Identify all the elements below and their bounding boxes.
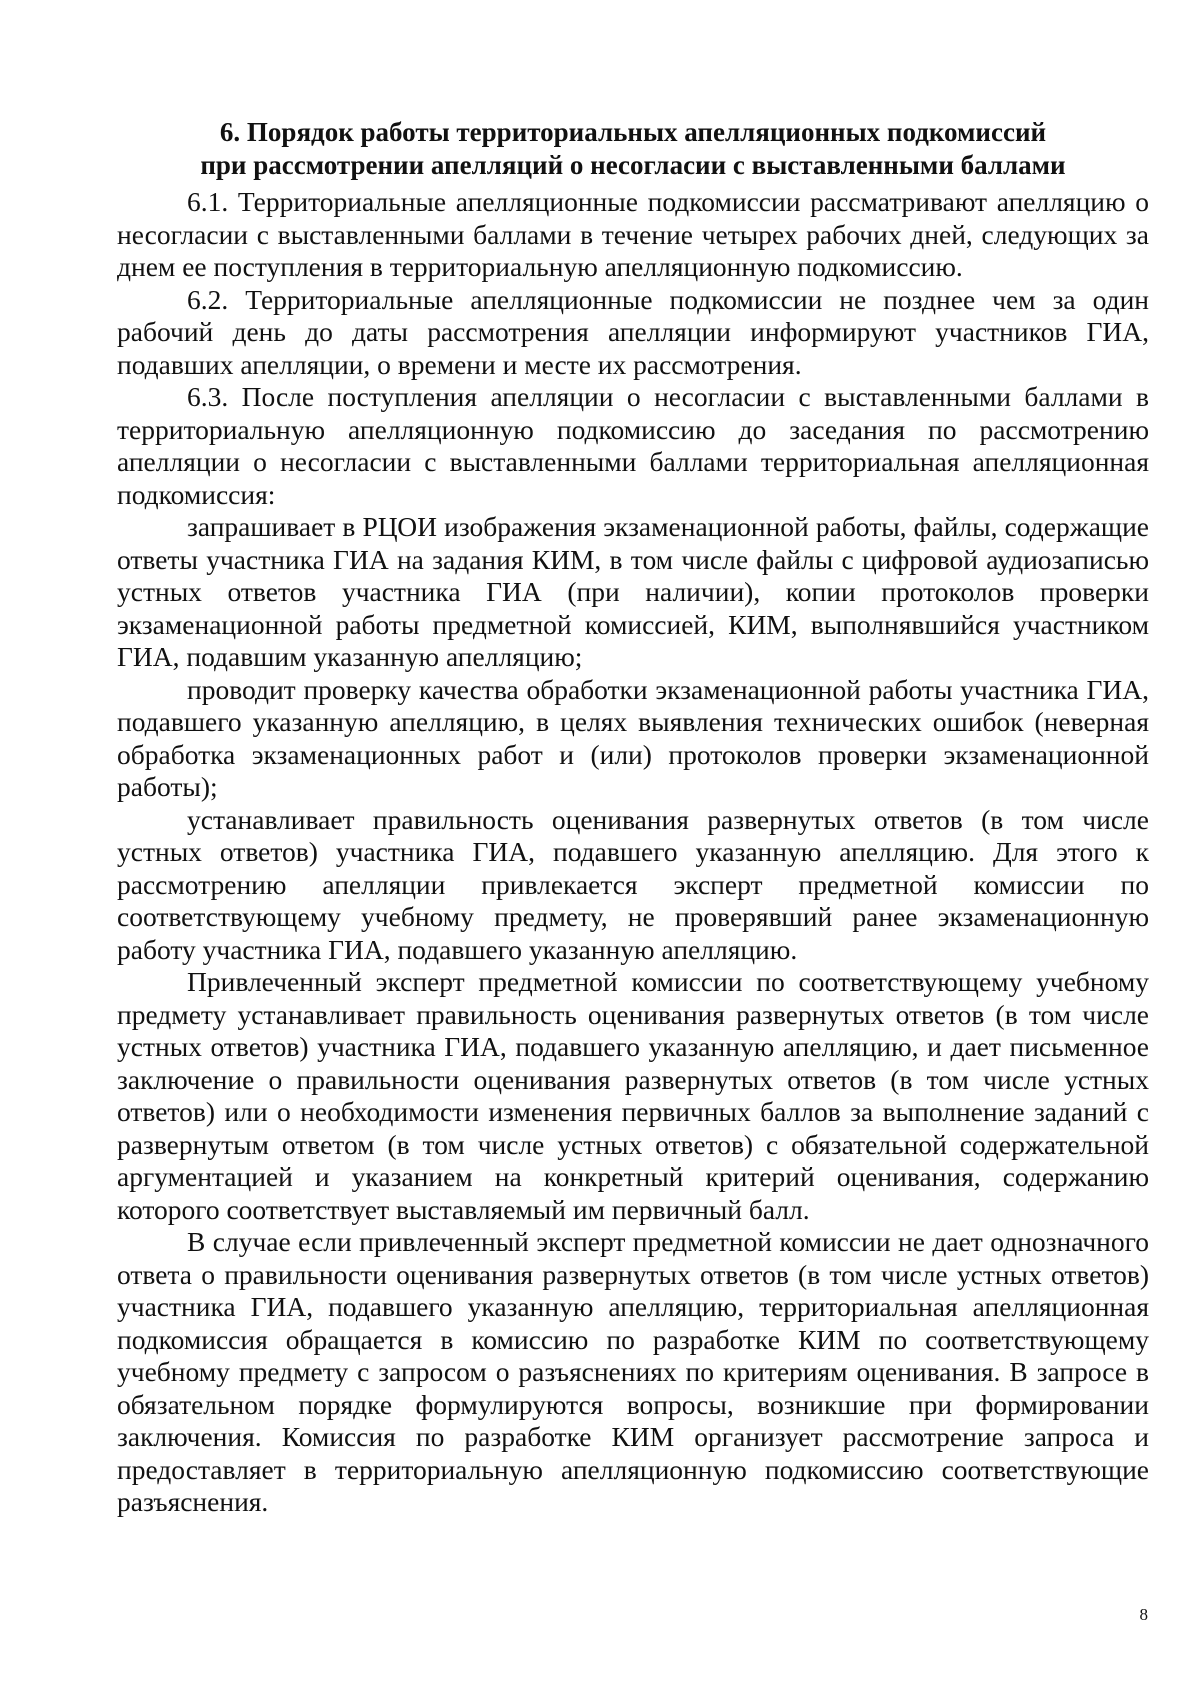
section-heading-line-2: при рассмотрении апелляций о несогласии с выставленными баллами [200, 150, 1066, 180]
paragraph-request-files: запрашивает в РЦОИ изображения экзаменационной работы, файлы, содержащие ответы участника ГИА на задания КИМ, в том числе файлы с цифровой аудиозаписью устных ответов участника ГИА (при наличии), копии протоколов проверки экзаменационной работы предметной комиссией, КИМ, выполнявшийся участником ГИА, подавшим указанную апелляцию; [117, 511, 1149, 672]
paragraph-6-1: 6.1. Территориальные апелляционные подкомиссии рассматривают апелляцию о несогласии с выставленными баллами в течение четырех рабочих дней, следующих за днем ее поступления в территориальную апелляционную подкомиссию. [117, 186, 1149, 282]
paragraph-6-3: 6.3. После поступления апелляции о несогласии с выставленными баллами в территориальную апелляционную подкомиссию до заседания по рассмотрению апелляции о несогласии с выставленными баллами территориальная апелляционная подкомиссия: [117, 381, 1149, 510]
section-heading-line-1: 6. Порядок работы территориальных апелляционных подкомиссий [219, 117, 1047, 147]
paragraph-check-processing: проводит проверку качества обработки экзаменационной работы участника ГИА, подавшего указанную апелляцию, в целях выявления технических ошибок (неверная обработка экзаменационных работ и (или) протоколов проверки экзаменационной работы); [117, 673, 1149, 802]
paragraph-6-2: 6.2. Территориальные апелляционные подкомиссии не позднее чем за один рабочий день до даты рассмотрения апелляции информируют участников ГИА, подавших апелляции, о времени и месте их рассмотрения. [117, 283, 1149, 380]
paragraph-verify-grading: устанавливает правильность оценивания развернутых ответов (в том числе устных ответов) участника ГИА, подавшего указанную апелляцию. Для этого к рассмотрению апелляции привлекается эксперт предметной комиссии по соответствующему учебному предмету, не проверявший ранее экзаменационную работу участника ГИА, подавшего указанную апелляцию. [117, 803, 1149, 965]
paragraph-clarification-request: В случае если привлеченный эксперт предметной комиссии не дает однозначного ответа о правильности оценивания развернутых ответов (в том числе устных ответов) участника ГИА, подавшего указанную апелляцию, территориальная апелляционная подкомиссия обращается в комиссию по разработке КИМ по соответствующему учебному предмету с запросом о разъяснениях по критериям оценивания. В запросе в обязательном порядке формулируются вопросы, возникшие при формировании заключения. Комиссия по разработке КИМ организует рассмотрение запроса и предоставляет в территориальную апелляционную подкомиссию соответствующие разъяснения. [117, 1226, 1149, 1517]
page-content [117, 116, 1149, 1519]
page-number: 8 [1139, 1605, 1148, 1624]
section-heading [117, 116, 1149, 182]
paragraph-expert-conclusion: Привлеченный эксперт предметной комиссии по соответствующему учебному предмету устанавливает правильность оценивания развернутых ответов (в том числе устных ответов) участника ГИА, подавшего указанную апелляцию, и дает письменное заключение о правильности оценивания развернутых ответов (в том числе устных ответов) или о необходимости изменения первичных баллов за выполнение заданий с развернутым ответом (в том числе устных ответов) с обязательной содержательной аргументацией и указанием на конкретный критерий оценивания, содержанию которого соответствует выставляемый им первичный балл. [117, 966, 1149, 1225]
